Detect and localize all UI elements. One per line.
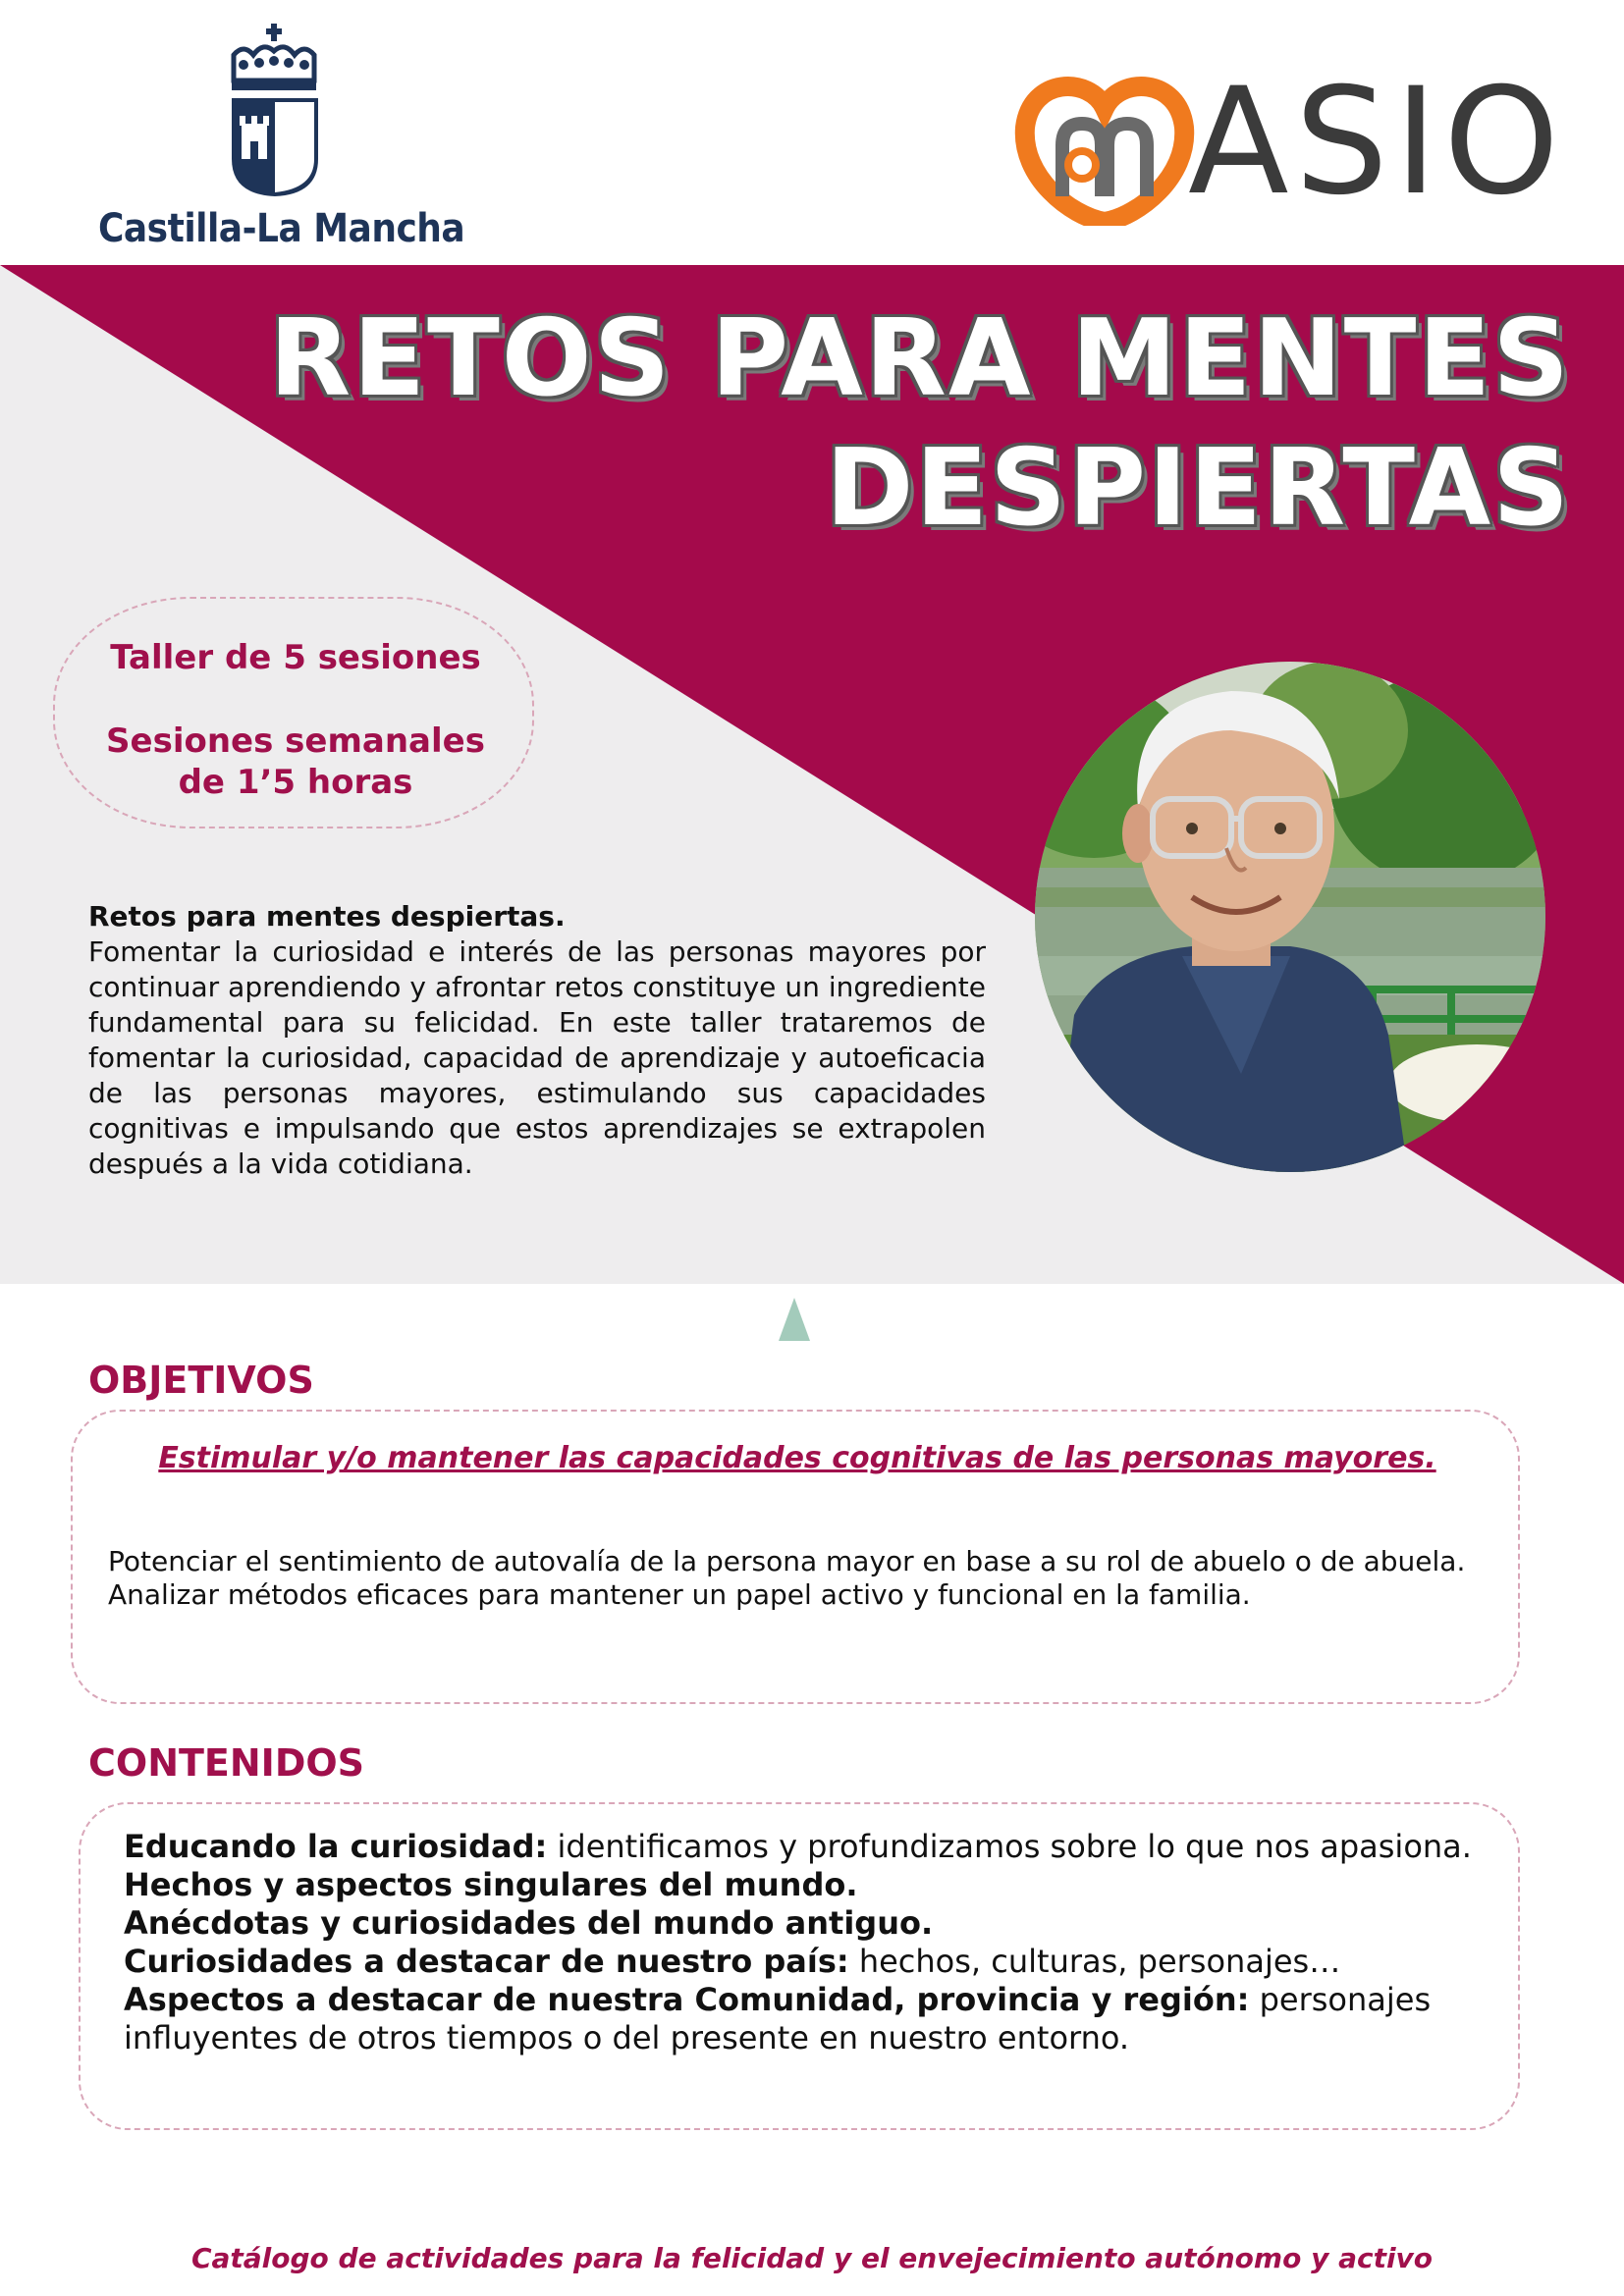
asio-wordmark: ASIO [1188, 57, 1566, 228]
asio-heart-symbol-icon [1011, 69, 1198, 226]
session-info-box [53, 597, 534, 828]
intro-text: Fomentar la curiosidad e interés de las personas mayores por continuar aprendiendo y afrontar retos constituye un ingrediente fundamental para su felicidad. En este taller trataremos de fomentar la curiosidad, capacidad de aprendizaje y autoeficacia de las personas mayores, estimulando sus capacidades cognitivas e impulsando que estos aprendizajes se extrapolen después a la vida cotidiana. [88, 935, 986, 1180]
session-count: Taller de 5 sesiones [110, 638, 481, 677]
session-frequency [55, 721, 536, 803]
castilla-la-mancha-logo [98, 22, 465, 257]
list-item [124, 1904, 1498, 1943]
session-frequency-line-2: de 1’5 horas [178, 763, 413, 802]
list-item-title: Aspectos a destacar de nuestra Comunidad, provincia y región: [124, 1981, 1250, 2018]
intro-paragraph [88, 899, 986, 1182]
contenidos-list [124, 1828, 1498, 2057]
list-item [124, 1828, 1498, 1866]
list-item-title: Anécdotas y curiosidades del mundo antiguo. [124, 1904, 934, 1942]
list-item-title: Hechos y aspectos singulares del mundo. [124, 1866, 858, 1903]
asio-logo [1011, 57, 1566, 236]
session-frequency-line-1: Sesiones semanales [106, 721, 485, 761]
elderly-man-photo [1035, 662, 1545, 1172]
list-item [124, 1866, 1498, 1904]
list-item-title: Curiosidades a destacar de nuestro país: [124, 1943, 849, 1980]
list-item: Analizar métodos eficaces para mantener un papel activo y funcional en la familia. [108, 1578, 1251, 1611]
contenidos-box [79, 1802, 1520, 2130]
portrait-illustration [1035, 662, 1545, 1172]
list-item-title: Educando la curiosidad: [124, 1828, 548, 1865]
objetivos-heading: OBJETIVOS [88, 1359, 314, 1402]
objetivos-list [108, 1545, 1492, 1612]
title-line-2: DESPIERTAS [825, 427, 1571, 550]
page-title [196, 294, 1571, 554]
title-line-1: RETOS PARA MENTES [269, 297, 1571, 420]
triangle-up-icon [779, 1298, 810, 1341]
list-item [124, 1943, 1498, 1981]
list-item [124, 1981, 1498, 2057]
intro-title: Retos para mentes despiertas. [88, 900, 566, 933]
list-item-text: personajes influyentes de otros tiempos o del presente en nuestro entorno. [124, 1981, 1432, 2056]
castilla-la-mancha-name: Castilla-La Mancha [98, 206, 465, 251]
list-item-text: hechos, culturas, personajes… [848, 1943, 1341, 1980]
list-item-text: identificamos y profundizamos sobre lo que nos apasiona. [547, 1828, 1472, 1865]
hero-section [0, 265, 1624, 1284]
coat-of-arms-icon [226, 22, 324, 198]
objetivos-box [71, 1410, 1520, 1704]
objetivo-principal: Estimular y/o mantener las capacidades cognitivas de las personas mayores. [158, 1441, 1436, 1475]
footer-caption: Catálogo de actividades para la felicidad y el envejecimiento autónomo y activo [190, 2242, 1434, 2274]
list-item: Potenciar el sentimiento de autovalía de la persona mayor en base a su rol de abuelo o de abuela. [108, 1545, 1466, 1577]
contenidos-heading: CONTENIDOS [88, 1741, 365, 1785]
